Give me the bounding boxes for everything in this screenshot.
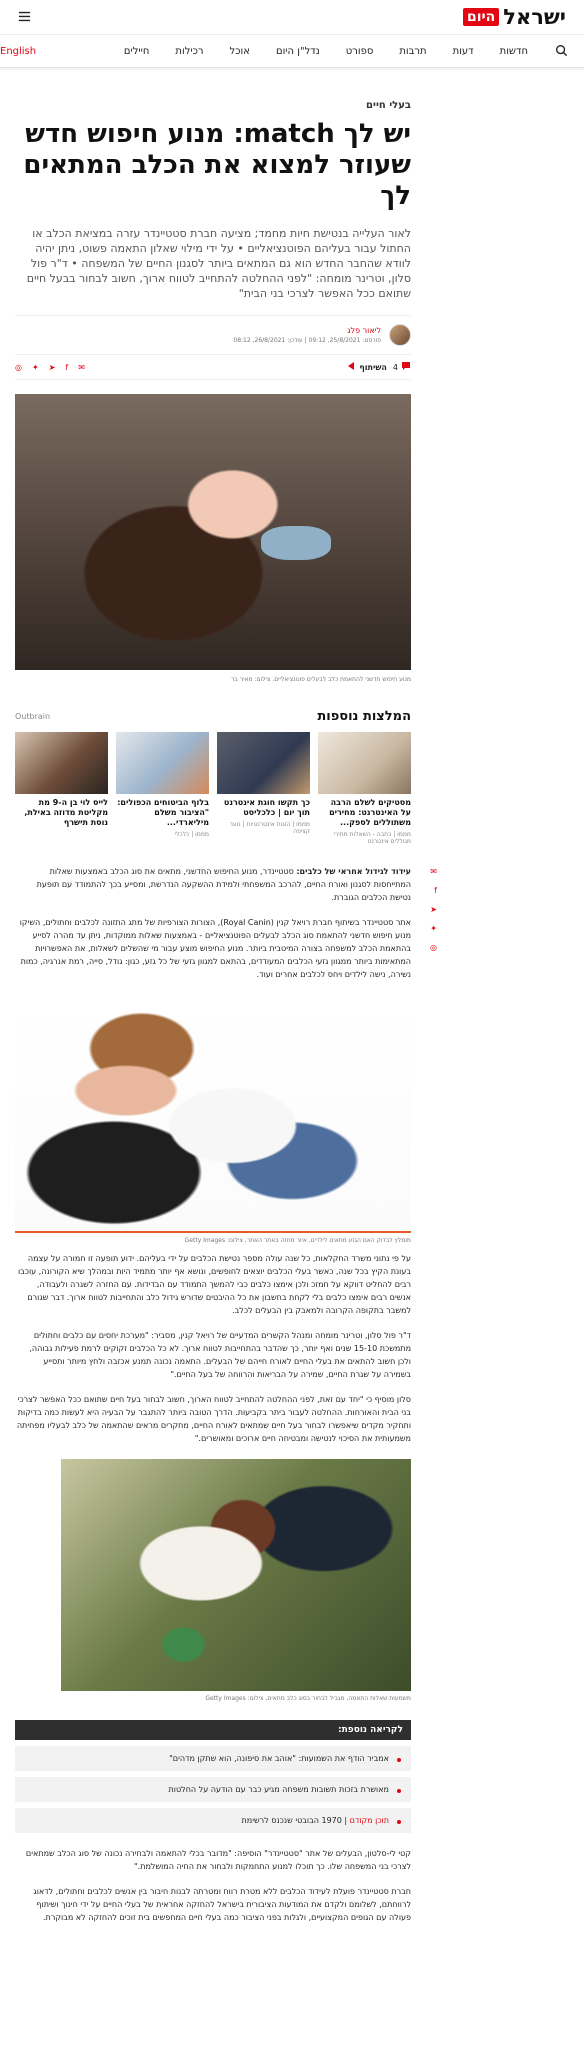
share-row [15,354,411,380]
paragraph: סלון מוסיף כי "יחד עם זאת, לפני ההחלטה להתחייב לטווח הארוך, חשוב לבחור בעל חיים שתואם ככל האפשר לצרכי בני הבית והאורחות. ההחלטה לעבור ביתר בקביעות. הדרך הטובה ביותר להתגבר על הבעיה היא לעשות כמה בדיקות ותחקיר מקדים שיאפשרו לבחור בעל חיים שמתאים לאורח החיים, מחקרים מראים שהתאמה של כלב לבעליו מפחיתה משמעותית את הסיכוי לנטישה ומבטיחה חיים ארוכים ומאושרים." [16,1395,411,1443]
whatsapp-icon[interactable]: ◎ [15,362,22,372]
article-title: יש לך match: מנוע חיפוש חדש שעוזר למצוא את הכלב המתאים לך [23,119,411,211]
facebook-icon[interactable]: f [434,886,437,895]
recommendation-image [318,732,411,794]
recommendations [15,732,411,845]
paragraph: אתר סטטיינדר בשיתוף חברת רויאל קנין (Royal Canin), הצורות הצורפיות של מתג התזונה לכלבים וחתולים, השיקו מנוע חיפוש חדשני להתאמת סוג הכלב לבעלים הפוטנציאליים - באמצעות שאלות ממוקדות, ניתן עד מהרה לסייע בהתאמת הכלב למשפחה בצורה המיטבית ביותר. מנוע החיפוש מוצע עבור מי שהשלים לשאלות, את האפשרויות המתאימות ביותר ממגוון גזעי הכלבים המעודדים, בהתאם למגוון גזעי של כל גזע, כגון: גודל, סייה, רמת אנרגיה, כמות נשירה, נישה לילדים ויחס לכלבים אחרים ועוד. [19,918,411,979]
nav-item-soldiers[interactable]: חיילים [123,45,150,57]
recommendation-image [116,732,209,794]
hero-image [15,394,411,670]
paragraph-bold: עידוד לגידול אחראי של כלבים: [296,867,411,876]
paragraph: ד"ר פול סלון, וטרינר מומחה ומנהל הקשרים המדעיים של רויאל קנין, מסביר: "מערכת יחסים עם כלבים וחתולים מתמשכת 15-10 שנים ואף יותר, כך שהדבר בהתחייבות לטווח ארוך. לא כל הכלבים זקוקים לרמת פעילות גבוהה, ולכן חשוב להתאים את בעלי החיים לאורח חייהם של הבעלים. התאמה נכונה תמנע אכזבה ולחץ מיותר ותסייע בשמירה על שגרת החיים, שמירה על הבריאות והרווחה של בעל החיים." [29,1331,411,1379]
paragraph-text: סטטיינדר, מנוע החיפוש החדשני, מתאים את סוג הכלב באמצעות שאלות המתייחסות לסגנון ואורח החיים, להרכב המשפחתי ולמידת ההשקעה הנדרשת, ומסייע בכך להתמודד עם תופעת נטישת הכלבים הגוברת. [36,867,411,902]
nav-item-news[interactable]: חדשות [499,45,528,57]
sponsored-label: תוכן מקודם [349,1816,389,1825]
paragraph: על פי נתוני משרד החקלאות, כל שנה עולה מספר נטישת הכלבים על ידי בעליהם. ידוע תופעה זו חמורה על עצמה בעונת הקיץ בכל שנה, כאשר בעלי הכלבים יוצאים לחופשים, ונושא אף יותר מתמיד היות ובמהלך שיא הקורונה, עוכבו רבים להחליט דווקא על חמזכ ולכן אימצו כלבים כבי להמשך התמודד עם הבדידות. עם החזרה לשגרה ולעבודה, אנשים רבים אימצו כלבים בלי לקחת בחשבון את כל ההיבטים שדורש גידול כלב והתחייבות לטווח ארוך. דבר שגורם למשבר בתקופה הקרובה ולמאבק בין הבעלים לכלב. [17,1254,411,1315]
logo-box: היום [463,8,499,26]
readmore-text: אמביר הודף את השמועות: "אוהב את סיפונה, הוא שתקן מדהים" [169,1754,389,1763]
readmore-text: | 1970 הבובטי שנכנס לרשימת [241,1816,350,1825]
recommendation-source: מממו | כתבה - השאלות מחירי מגוללים אינטרנט [333,831,411,845]
recommendation-title: לייס לוי בן ה-9 מת מקליטת מדוזה באילת, נוסת תישרף [24,798,108,827]
logo-text: ישראל [503,5,566,29]
nav-item-opinions[interactable]: דעות [452,45,474,57]
recommendation-title: בלוף הביטוחים הכפולים: "הציבור משלם מיליארדי... [117,798,209,827]
recommendation-image [15,732,108,794]
recommendations-header [15,709,411,724]
top-bar [0,0,584,34]
main-nav [0,34,584,68]
nav-item-sport[interactable]: ספורט [345,45,374,57]
share-button[interactable] [347,362,387,372]
image-caption: משמעות שאלות התאמה, מגביל לבחור בסוג כלב מתאים, צילום: Getty Images [205,1695,411,1702]
recommendation-card[interactable] [116,732,209,845]
recommendation-card[interactable] [217,732,310,845]
recommendation-title: מסטיקים לשלם הרבה על האינטרנט: מחירים משתוללים לספק... [329,798,411,827]
site-logo[interactable] [463,5,566,29]
nav-item-realestate[interactable]: נדל"ן היום [275,45,320,57]
article [15,100,437,1936]
boy-with-dog-image [15,997,411,1233]
recommendation-image [217,732,310,794]
readmore-text: מאושרת בזכות תשובות משפחה מגיע כבר עם הודעה על החלטות [168,1785,389,1794]
dog-treat-image [61,1459,411,1691]
email-icon[interactable]: ✉ [78,362,85,372]
readmore-item[interactable] [15,1808,411,1833]
paragraph: קטי לי-סלטון, הבעלים של אתר "סטטיינדר" הוסיפה: "מדובר בכלי להתאמה ולבחירה נכונה של סוג הכלב שמתאים לצרכי בני המשפחה שלו. כך תוכלו למנוע התחמקות ולבחור את החיה המושלמת." [25,1849,411,1871]
paragraph [15,865,411,904]
article-lead: לאור העלייה בנטישת חיות מחמד; מציעה חברת סטטיינדר עזרה במציאת הכלב או החתול עבור בעליהם הפוטנציאליים • על ידי מילוי שאלון התאמה פשוט, ניתן יהיה לוודא שהחבר החדש הוא גם המתאים ביותר לסגנון החיים של המשפחה • ד"ר פול סלון, וטרינר מומחה: "לפני ההחלטה להתחייב לטווח ארוך, חשוב לבחור בבעל חיים שתואם ככל האפשר לצרכי בני הבית" [26,227,411,300]
comments-button[interactable] [393,361,411,373]
byline [15,315,411,354]
article-category[interactable]: בעלי חיים [366,100,411,111]
twitter-icon[interactable]: ✦ [31,362,39,372]
menu-icon[interactable] [18,8,31,27]
image-caption: מומלץ לבדוק האם הגזע מתאים לילדים, איור מחזה באתר האתר, צילום: Getty Images [184,1237,411,1244]
facebook-icon[interactable]: f [65,362,69,372]
paragraph: חברת סטטיינדר פועלת לעידוד הכלבים ללא מטרת רווח ומטרתה לבנות חיבור בין אנשים לכלבים וחתולים, לדאוג לרווחתם, לשלומם ולקדם את המודעות הציבורית בישראל להחזקה אחראית של בעלי החיים על ידי חינוך ושיתוף פעולה עם הגופים המקצועיים, ולגלות בפני הציבור כמה בעלי חיים המחפשים בית זוכים להחזקה לא מבוקרת. [33,1887,411,1922]
share-label: השיתוף [359,362,387,372]
readmore-header: לקריאה נוספת: [15,1720,411,1740]
nav-item-gossip[interactable]: רכילות [175,45,204,57]
recommendation-card[interactable] [318,732,411,845]
recommendation-card[interactable] [15,732,108,845]
nav-item-culture[interactable]: תרבות [399,45,427,57]
telegram-icon[interactable]: ➤ [430,905,437,914]
author-avatar[interactable] [389,324,411,346]
readmore-item[interactable] [15,1777,411,1802]
outbrain-logo[interactable]: Outbrain [15,712,51,721]
comment-icon [401,361,411,373]
publish-dates: פורסם: 25/8/2021, 09:12 | עודכן: 26/8/2021, 08:12 [233,337,381,344]
recommendation-source: מממו | הוגות אינטרנטיות | נוער קציפה [229,821,310,835]
comment-count: 4 [392,362,398,372]
article-body [15,865,437,1924]
side-share-bar [430,867,437,952]
recommendation-title: כך תקשו חוגת אינטרנט תוך יום | כלכליסט [223,798,310,817]
recommendations-title: המלצות נוספות [317,709,411,724]
search-icon[interactable] [555,42,568,61]
twitter-icon[interactable]: ✦ [430,924,437,933]
whatsapp-icon[interactable]: ◎ [430,943,437,952]
telegram-icon[interactable]: ➤ [48,362,56,372]
recommendation-source: מממו | כלכלי [174,831,209,838]
play-icon [347,362,355,372]
author-name[interactable]: ליאור פלג [347,326,381,335]
nav-item-food[interactable]: אוכל [229,45,250,57]
nav-english[interactable]: English [0,45,37,57]
hero-caption: מנוע חיפוש חדשני להתאמת כלב לבעלים פוטנציאליים. צילום: מאיר בר [230,676,411,683]
email-icon[interactable]: ✉ [430,867,437,876]
readmore-item[interactable] [15,1746,411,1771]
